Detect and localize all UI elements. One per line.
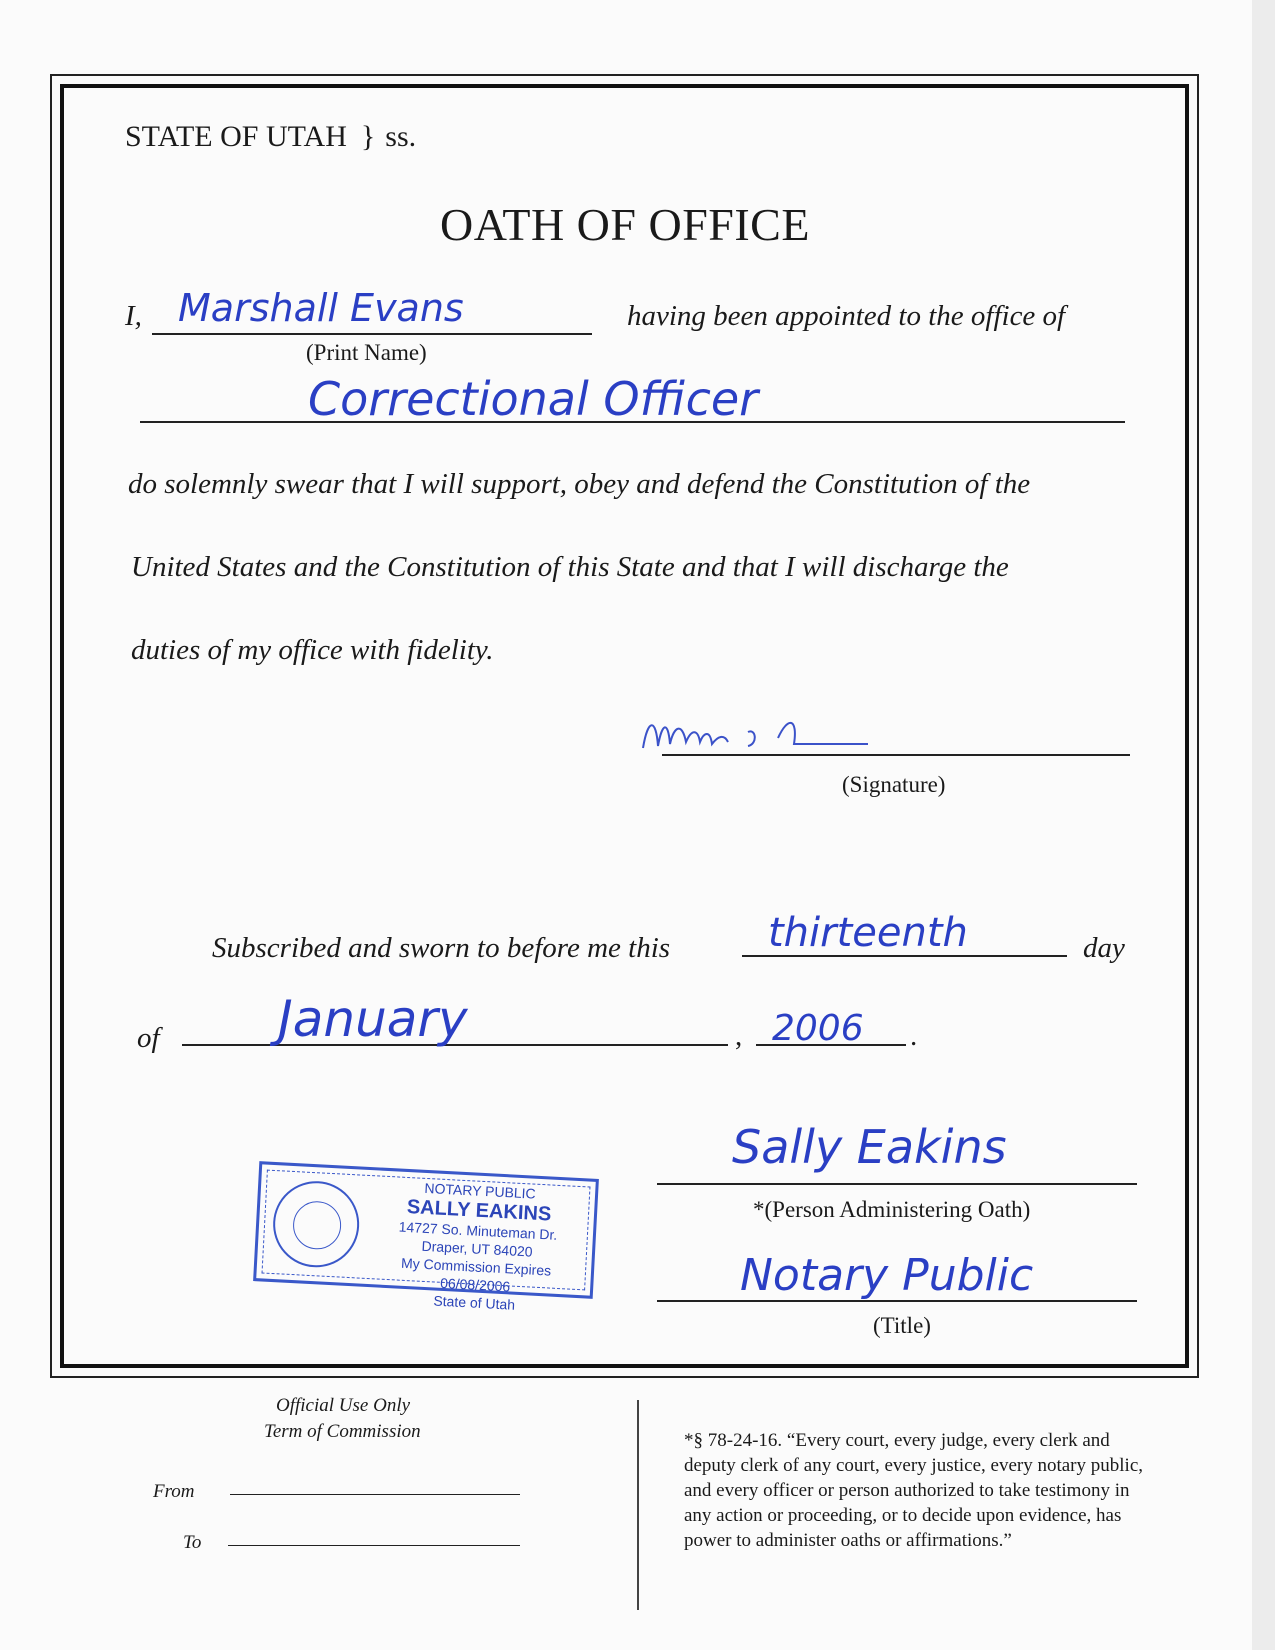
page-title: OATH OF OFFICE bbox=[440, 199, 810, 250]
officer-signature bbox=[638, 708, 938, 758]
day-handwritten: thirteenth bbox=[768, 910, 968, 956]
year-handwritten: 2006 bbox=[772, 1008, 864, 1049]
stamp-line-6: State of Utah bbox=[433, 1292, 516, 1313]
title-label: (Title) bbox=[873, 1313, 931, 1338]
term-heading: Term of Commission bbox=[264, 1421, 421, 1442]
administrator-signature: Sally Eakins bbox=[732, 1120, 1007, 1174]
office-handwritten: Correctional Officer bbox=[308, 372, 759, 426]
footnote-line-5: power to administer oaths or affirmations.” bbox=[684, 1530, 1012, 1551]
comma: , bbox=[735, 1020, 743, 1052]
signature-line bbox=[662, 754, 1130, 756]
inner-border bbox=[60, 84, 1189, 1368]
name-line bbox=[152, 333, 592, 335]
from-label: From bbox=[153, 1481, 195, 1502]
print-name-label: (Print Name) bbox=[306, 340, 427, 365]
title-line bbox=[657, 1300, 1137, 1302]
day-label: day bbox=[1083, 932, 1125, 964]
stamp-line-1: NOTARY PUBLIC bbox=[424, 1179, 537, 1202]
stamp-line-4: Draper, UT 84020 bbox=[421, 1237, 533, 1260]
appointed-text: having been appointed to the office of bbox=[627, 300, 1066, 332]
stamp-text bbox=[363, 1176, 591, 1317]
to-line bbox=[228, 1545, 520, 1546]
administrator-line bbox=[657, 1183, 1137, 1185]
footnote-line-2: deputy clerk of any court, every justice, every notary public, bbox=[684, 1455, 1143, 1476]
brace: } bbox=[360, 120, 376, 153]
of-label: of bbox=[137, 1022, 160, 1054]
stamp-line-5: My Commission Expires 06/08/2006 bbox=[400, 1254, 552, 1295]
sworn-prefix: Subscribed and sworn to before me this bbox=[212, 932, 671, 964]
footnote-line-4: any action or proceeding, or to decide upon evidence, has bbox=[684, 1505, 1122, 1526]
official-use-heading: Official Use Only bbox=[276, 1395, 411, 1416]
person-administering-label: *(Person Administering Oath) bbox=[753, 1197, 1031, 1222]
statute-footnote bbox=[684, 1428, 1143, 1553]
bottom-divider bbox=[637, 1400, 639, 1610]
stamp-line-2: SALLY EAKINS bbox=[406, 1195, 552, 1226]
page-edge bbox=[1252, 0, 1275, 1650]
state-heading bbox=[125, 120, 416, 154]
period: . bbox=[910, 1020, 918, 1052]
name-handwritten: Marshall Evans bbox=[178, 286, 464, 330]
signature-label: (Signature) bbox=[842, 772, 946, 797]
footnote-line-3: and every officer or person authorized to take testimony in bbox=[684, 1480, 1130, 1501]
ss-abbrev: ss. bbox=[385, 120, 417, 153]
footnote-line-1: *§ 78-24-16. “Every court, every judge, every clerk and bbox=[684, 1430, 1110, 1451]
to-label: To bbox=[183, 1532, 202, 1553]
notary-stamp bbox=[253, 1161, 599, 1313]
from-line bbox=[230, 1494, 520, 1495]
title-handwritten: Notary Public bbox=[740, 1250, 1034, 1301]
oath-line-1: do solemnly swear that I will support, obey and defend the Constitution of the bbox=[128, 468, 1031, 500]
oath-line-2: United States and the Constitution of this State and that I will discharge the bbox=[131, 551, 1009, 583]
month-handwritten: January bbox=[278, 990, 468, 1048]
i-prefix: I, bbox=[125, 300, 142, 332]
oath-line-3: duties of my office with fidelity. bbox=[131, 634, 494, 666]
state-name: STATE OF UTAH bbox=[125, 120, 347, 153]
stamp-line-3: 14727 So. Minuteman Dr. bbox=[398, 1218, 558, 1243]
